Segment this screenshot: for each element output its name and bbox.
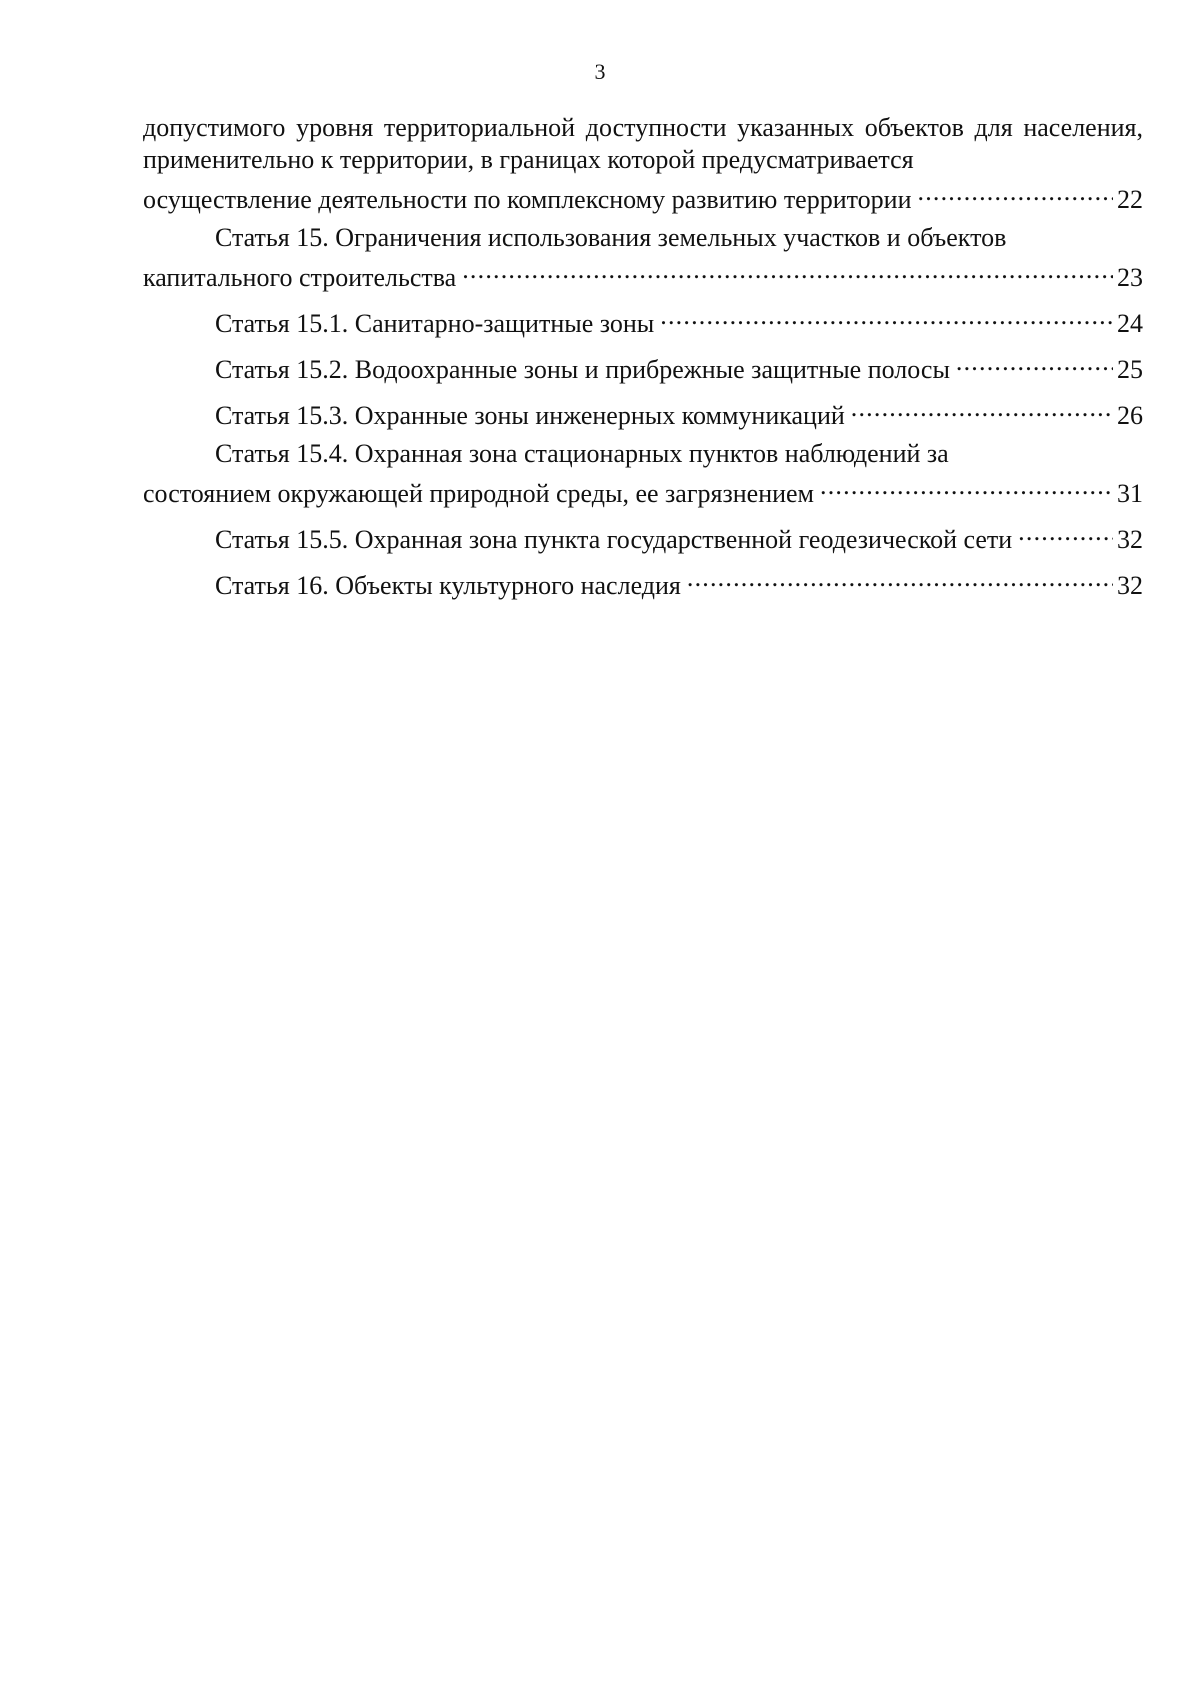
toc-entry-line xyxy=(143,254,1143,294)
table-of-contents xyxy=(143,112,1143,602)
toc-entry[interactable] xyxy=(143,222,1143,294)
toc-entry[interactable] xyxy=(143,516,1143,556)
dot-leader xyxy=(1018,516,1113,548)
page-number: 3 xyxy=(594,59,606,84)
dot-leader xyxy=(851,392,1113,424)
dot-leader xyxy=(918,176,1114,208)
toc-entry-title: Статья 15.3. Охранные зоны инженерных коммуникаций xyxy=(215,401,845,430)
toc-entry[interactable] xyxy=(143,562,1143,602)
toc-entry-line xyxy=(143,470,1143,510)
toc-entry-line xyxy=(143,176,1143,216)
dot-leader xyxy=(660,300,1113,332)
toc-entry-title: осуществление деятельности по комплексному развитию территории xyxy=(143,185,912,214)
toc-entry[interactable] xyxy=(143,438,1143,510)
toc-entry-title: капитального строительства xyxy=(143,263,457,292)
toc-entry[interactable] xyxy=(143,112,1143,216)
toc-page-ref: 32 xyxy=(1117,571,1143,600)
toc-entry-title: Статья 15.2. Водоохранные зоны и прибрежные защитные полосы xyxy=(215,355,950,384)
toc-page-ref: 25 xyxy=(1117,355,1143,384)
toc-entry-line xyxy=(143,392,1143,432)
toc-page-ref: 26 xyxy=(1117,401,1143,430)
dot-leader xyxy=(462,254,1113,286)
toc-page-ref: 23 xyxy=(1117,263,1143,292)
toc-entry-title: Статья 15.1. Санитарно-защитные зоны xyxy=(215,309,655,338)
toc-entry-text: Статья 15. Ограничения использования земельных участков и объектов xyxy=(215,223,1007,252)
toc-page-ref: 22 xyxy=(1117,185,1143,214)
toc-entry[interactable] xyxy=(143,300,1143,340)
toc-entry-title: Статья 15.5. Охранная зона пункта государственной геодезической сети xyxy=(215,525,1013,554)
dot-leader xyxy=(687,562,1113,594)
toc-entry[interactable] xyxy=(143,392,1143,432)
toc-entry-text: Статья 15.4. Охранная зона стационарных пунктов наблюдений за xyxy=(215,439,949,468)
toc-page-ref: 32 xyxy=(1117,525,1143,554)
toc-page-ref: 24 xyxy=(1117,309,1143,338)
toc-page-ref: 31 xyxy=(1117,479,1143,508)
toc-entry-title: состоянием окружающей природной среды, ее загрязнением xyxy=(143,479,815,508)
toc-entry-line xyxy=(143,300,1143,340)
toc-entry-line xyxy=(143,346,1143,386)
toc-entry-title: Статья 16. Объекты культурного наследия xyxy=(215,571,681,600)
dot-leader xyxy=(820,470,1113,502)
toc-entry[interactable] xyxy=(143,346,1143,386)
toc-entry-text: допустимого уровня территориальной доступности указанных объектов для населения, применительно к территории, в границах которой предусматривается xyxy=(143,113,1143,174)
toc-entry-line xyxy=(143,562,1143,602)
toc-entry-line xyxy=(143,516,1143,556)
dot-leader xyxy=(956,346,1113,378)
